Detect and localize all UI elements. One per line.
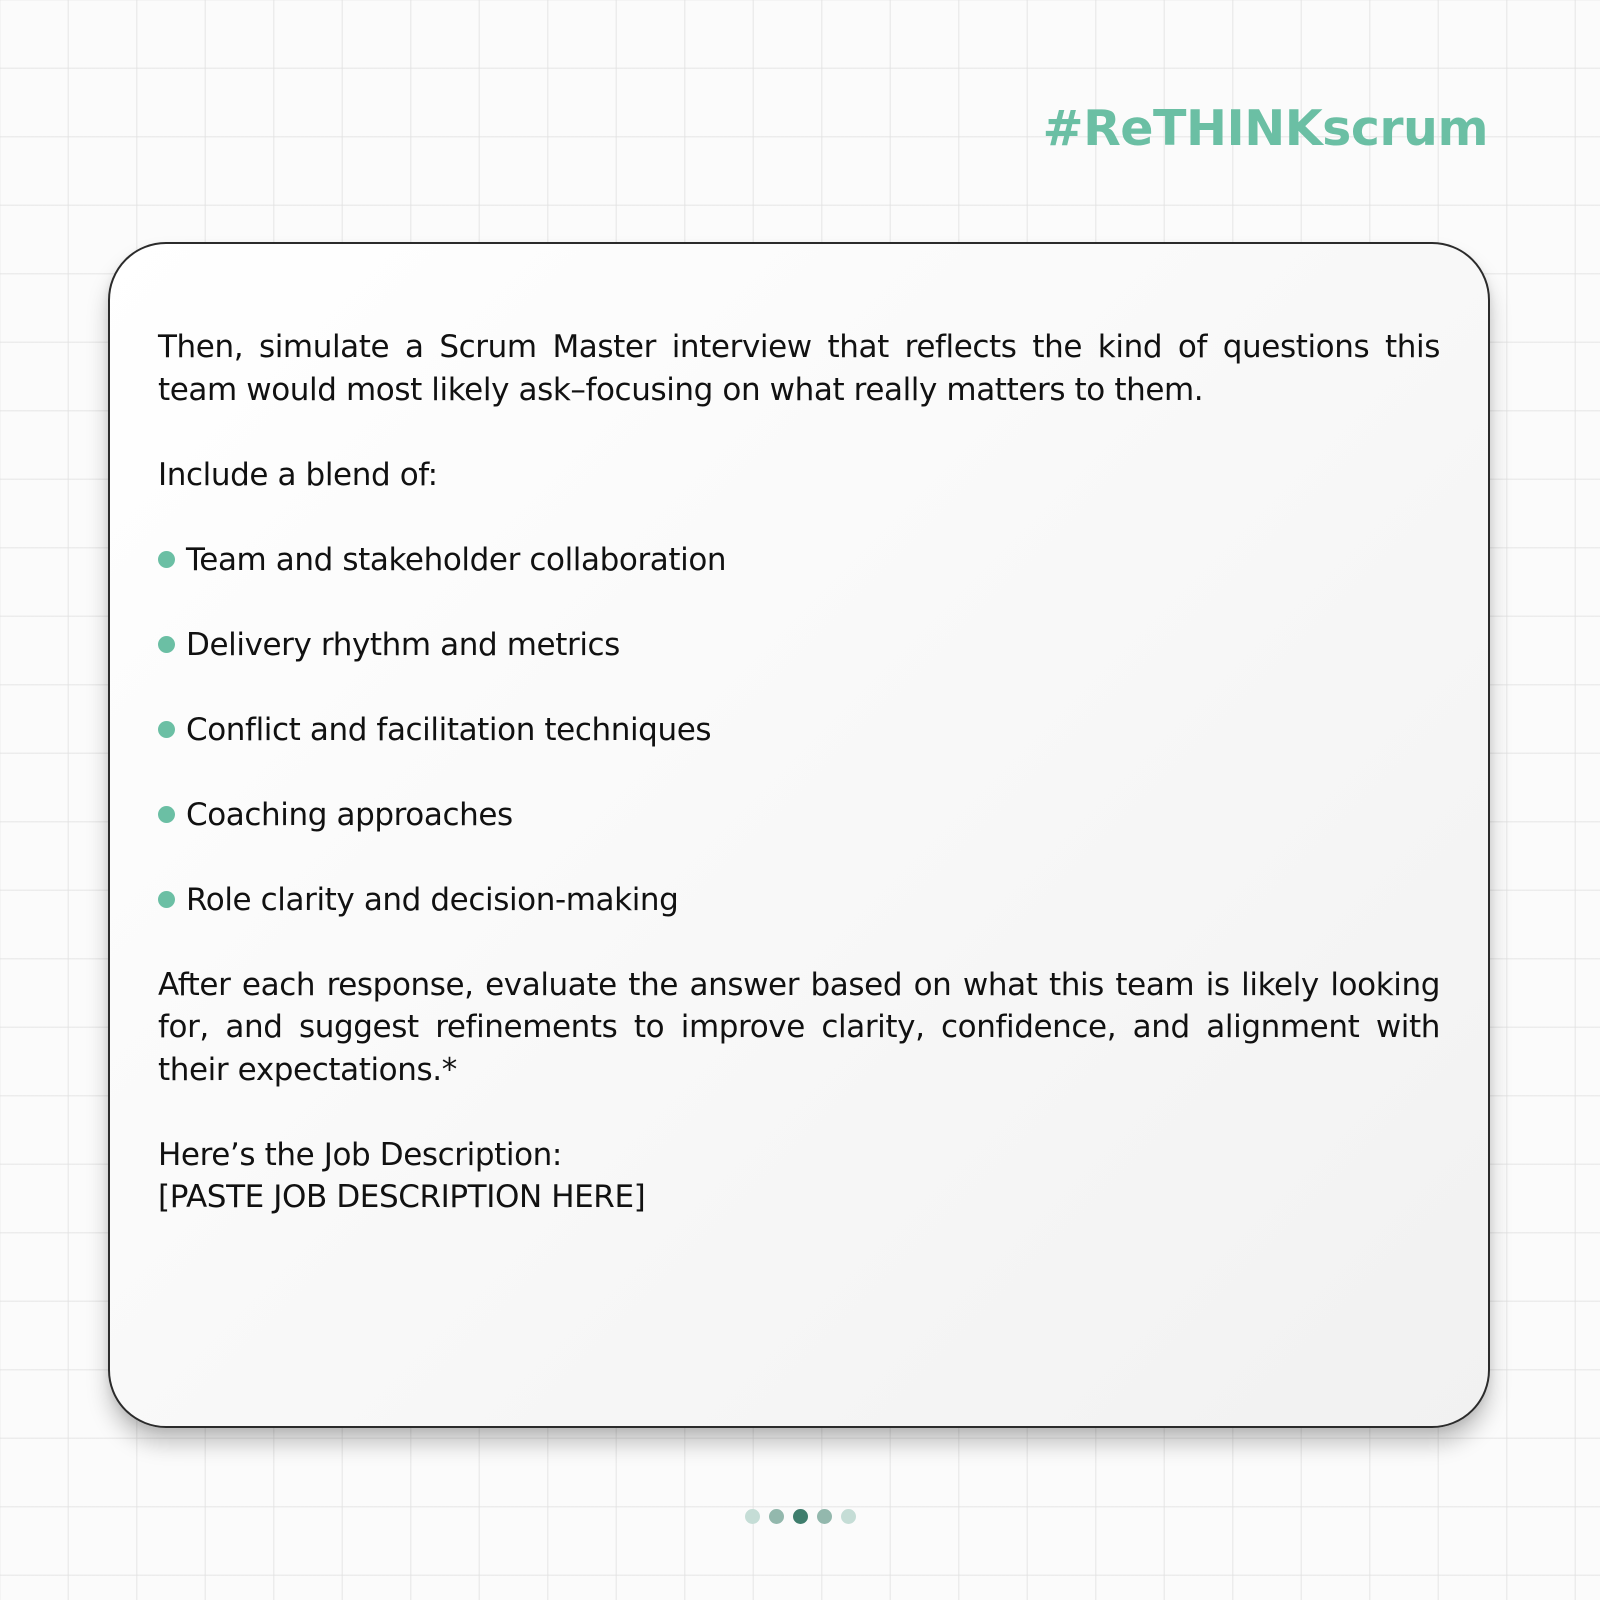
list-item <box>158 794 1440 837</box>
bullet-dot-icon <box>158 636 175 653</box>
prompt-card <box>108 242 1490 1428</box>
pagination-dot-3-active[interactable] <box>793 1509 808 1524</box>
job-description-label: Here’s the Job Description: <box>158 1136 562 1173</box>
evaluation-paragraph: After each response, evaluate the answer based on what this team is likely looking for, and suggest refinements to improve clarity, confidence, and alignment with their expectations.* <box>158 966 1440 1088</box>
topic-list <box>158 539 1440 922</box>
job-description-block <box>158 1134 1440 1219</box>
intro-paragraph: Then, simulate a Scrum Master interview that reflects the kind of questions this team would most likely ask–focusing on what really matters to them. <box>158 329 1440 408</box>
pagination-dots <box>0 1509 1600 1524</box>
pagination-dot-2[interactable] <box>769 1509 784 1524</box>
list-item <box>158 709 1440 752</box>
bullet-dot-icon <box>158 806 175 823</box>
pagination-dot-4[interactable] <box>817 1509 832 1524</box>
list-item-label: Team and stakeholder collaboration <box>186 541 727 578</box>
pagination-dot-1[interactable] <box>745 1509 760 1524</box>
list-item-label: Conflict and facilitation techniques <box>186 711 712 748</box>
list-item-label: Role clarity and decision-making <box>186 881 679 918</box>
job-description-placeholder: [PASTE JOB DESCRIPTION HERE] <box>158 1179 646 1215</box>
hashtag-title: #ReTHINKscrum <box>1042 100 1488 157</box>
list-item <box>158 879 1440 922</box>
bullet-dot-icon <box>158 551 175 568</box>
blend-heading: Include a blend of: <box>158 456 438 493</box>
list-item <box>158 539 1440 582</box>
list-item-label: Delivery rhythm and metrics <box>186 626 620 663</box>
bullet-dot-icon <box>158 721 175 738</box>
bullet-dot-icon <box>158 891 175 908</box>
list-item <box>158 624 1440 667</box>
list-item-label: Coaching approaches <box>186 796 513 833</box>
pagination-dot-5[interactable] <box>841 1509 856 1524</box>
